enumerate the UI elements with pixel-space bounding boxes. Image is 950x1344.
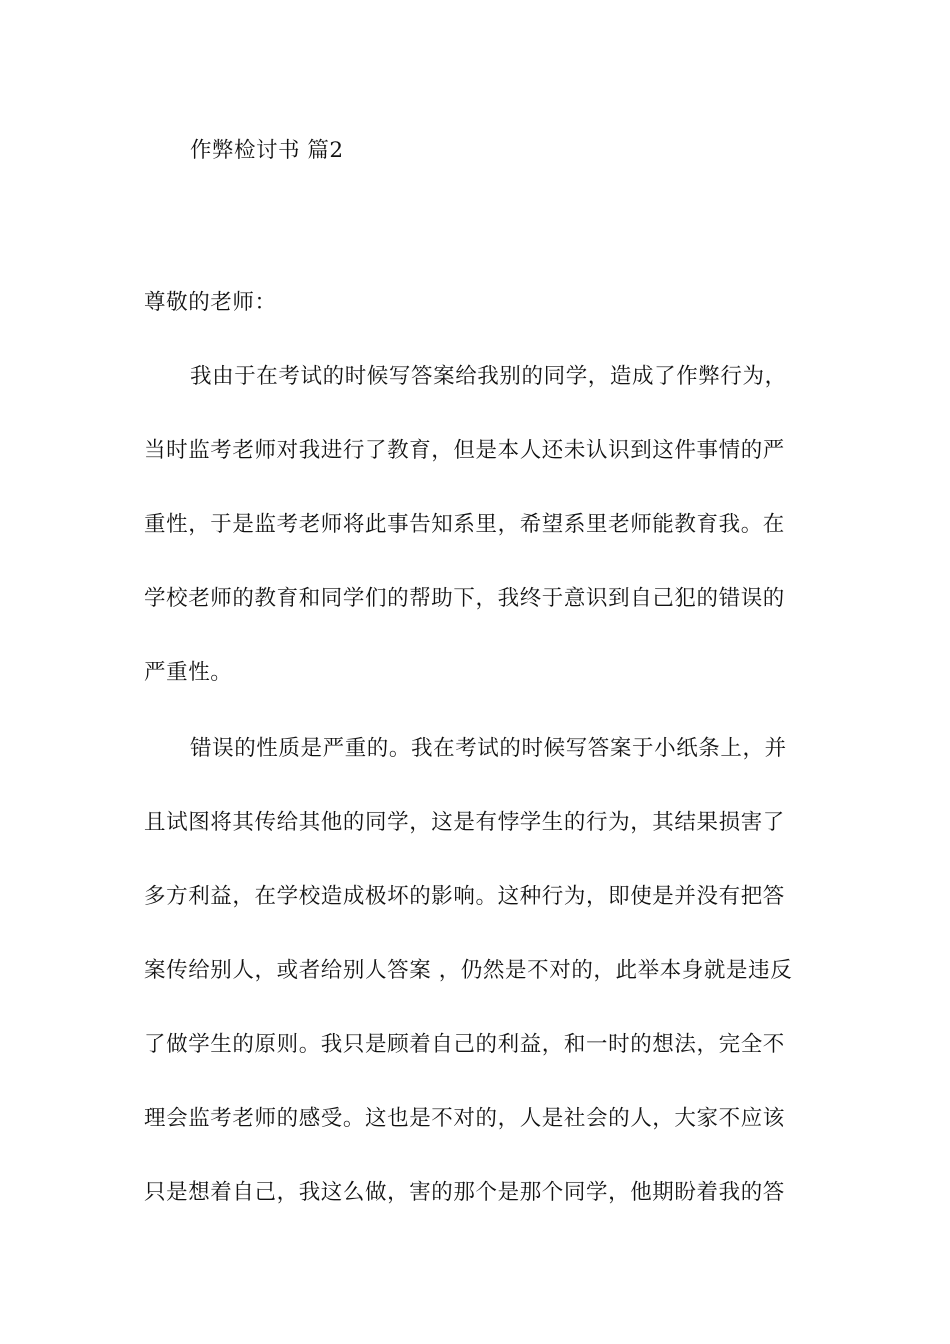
paragraph-line: 当时监考老师对我进行了教育，但是本人还未认识到这件事情的严 bbox=[144, 438, 785, 463]
paragraph-line: 多方利益，在学校造成极坏的影响。这种行为，即使是并没有把答 bbox=[144, 884, 785, 909]
paragraph-line: 严重性。 bbox=[144, 660, 233, 685]
paragraph-line: 且试图将其传给其他的同学，这是有悖学生的行为，其结果损害了 bbox=[144, 810, 785, 835]
paragraph-line: 案传给别人，或者给别人答案 ，仍然是不对的，此举本身就是违反 bbox=[144, 958, 793, 983]
paragraph-line: 理会监考老师的感受。这也是不对的，人是社会的人，大家不应该 bbox=[144, 1106, 785, 1131]
salutation: 尊敬的老师： bbox=[144, 290, 277, 315]
paragraph-line: 错误的性质是严重的。我在考试的时候写答案于小纸条上，并 bbox=[190, 736, 787, 761]
paragraph-line: 了做学生的原则。我只是顾着自己的利益，和一时的想法，完全不 bbox=[144, 1032, 785, 1057]
paragraph-line: 我由于在考试的时候写答案给我别的同学，造成了作弊行为， bbox=[190, 364, 787, 389]
paragraph-line: 只是想着自己，我这么做，害的那个是那个同学，他期盼着我的答 bbox=[144, 1180, 785, 1205]
paragraph-line: 重性，于是监考老师将此事告知系里，希望系里老师能教育我。在 bbox=[144, 512, 785, 537]
paragraph-line: 学校老师的教育和同学们的帮助下，我终于意识到自己犯的错误的 bbox=[144, 586, 785, 611]
document-title: 作弊检讨书 篇2 bbox=[190, 138, 344, 163]
